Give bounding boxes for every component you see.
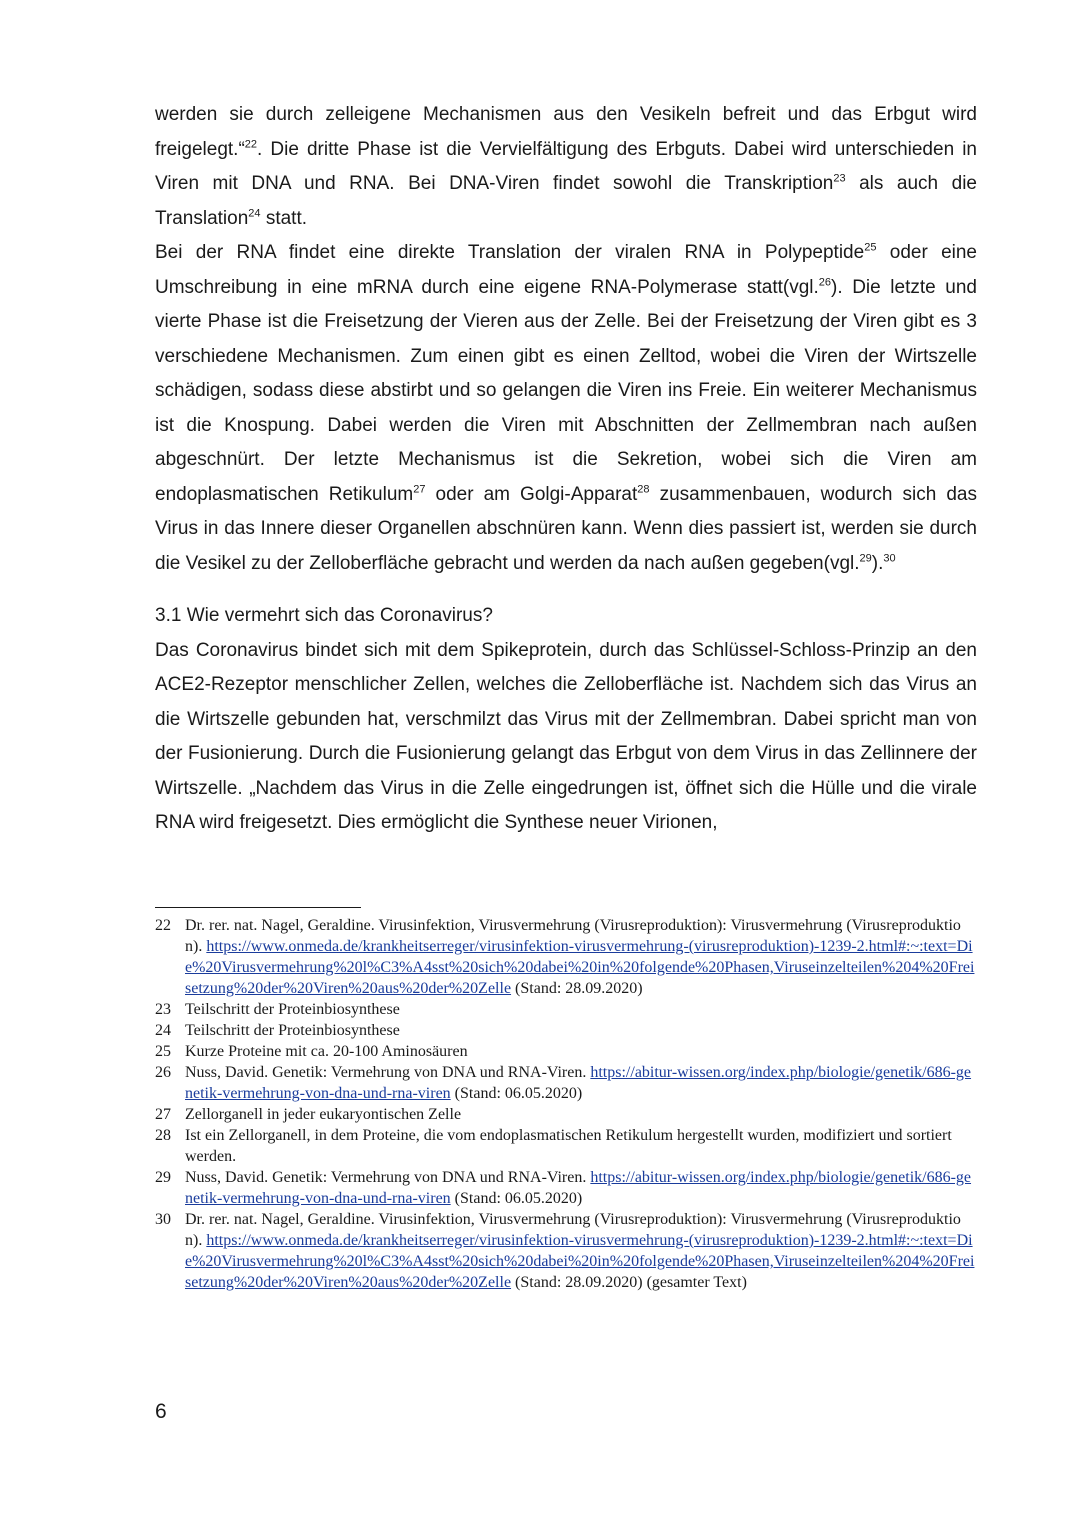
paragraph-coronavirus: Das Coronavirus bindet sich mit dem Spikeprotein, durch das Schlüssel-Schloss-Prinzip an den ACE2-Rezeptor menschlicher Zellen, welches die Zelloberfläche ist. Nachdem sich das Virus an die Wirtszelle gebunden hat, verschmilzt das Virus mit der Zellmembran. Dabei spricht man von der Fusionierung. Durch die Fusionierung gelangt das Erbgut von dem Virus in das Zellinnere der Wirtszelle. „Nachdem das Virus in die Zelle eingedrungen ist, öffnet sich die Hülle und die virale RNA wird freigesetzt. Dies ermöglicht die Synthese neuer Virionen, [155,639,977,833]
footnote-link[interactable]: https://www.onmeda.de/krankheitserreger/virusinfektion-virusvermehrung-(virusreproduktion)-1239-2.html#:~:text=Die%20Virusvermehrung%20l%C3%A4sst%20sich%20dabei%20in%20folgende%20Phasen,Viruseinzelteilen%204%20Freisetzung%20der%20Viren%20aus%20der%20Zelle [185,1232,975,1291]
footnote-number: 28 [155,1127,171,1144]
footnotes [155,915,977,1293]
footnote-ref-24[interactable]: 24 [248,207,261,220]
footnote-link[interactable]: https://www.onmeda.de/krankheitserreger/virusinfektion-virusvermehrung-(virusreproduktion)-1239-2.html#:~:text=Die%20Virusvermehrung%20l%C3%A4sst%20sich%20dabei%20in%20folgende%20Phasen,Viruseinzelteilen%204%20Freisetzung%20der%20Viren%20aus%20der%20Zelle [185,938,975,997]
footnote-number: 24 [155,1022,171,1039]
footnote-26: 26 Nuss, David. Genetik: Vermehrung von DNA und RNA-Viren. https://abitur-wissen.org/index.php/biologie/genetik/686-genetik-vermehrung-von-dna-und-rna-viren (Stand: 06.05.2020) [155,1064,972,1102]
footnote-25: 25 Kurze Proteine mit ca. 20-100 Aminosäuren [155,1043,468,1060]
footnote-ref-29[interactable]: 29 [859,552,872,565]
footnote-24: 24 Teilschritt der Proteinbiosynthese [155,1022,400,1039]
footnote-number: 23 [155,1001,171,1018]
footnote-ref-26[interactable]: 26 [818,276,832,289]
footnote-number: 22 [155,917,171,934]
footnote-number: 30 [155,1211,171,1228]
footnote-ref-23[interactable]: 23 [833,172,846,185]
footnote-27: 27 Zellorganell in jeder eukaryontischen Zelle [155,1106,462,1123]
footnote-ref-25[interactable]: 25 [864,241,877,254]
footnote-number: 25 [155,1043,171,1060]
footnote-29: 29 Nuss, David. Genetik: Vermehrung von DNA und RNA-Viren. https://abitur-wissen.org/index.php/biologie/genetik/686-genetik-vermehrung-von-dna-und-rna-viren (Stand: 06.05.2020) [155,1169,972,1207]
footnote-22: 22 Dr. rer. nat. Nagel, Geraldine. Virusinfektion, Virusvermehrung (Virusreproduktion): Virusvermehrung (Virusreproduktion). https://www.onmeda.de/krankheitserreger/virusinfektion-virusvermehrung-(virusreproduktion)-1239-2.html#:~:text=Die%20Virusvermehrung%20l%C3%A4sst%20sich%20dabei%20in%20folgende%20Phasen,Viruseinzelteilen%204%20Freisetzung%20der%20Viren%20aus%20der%20Zelle (Stand: 28.09.2020) [155,917,975,997]
footnote-23: 23 Teilschritt der Proteinbiosynthese [155,1001,400,1018]
footnote-ref-22[interactable]: 22 [244,138,258,151]
footnote-30: 30 Dr. rer. nat. Nagel, Geraldine. Virusinfektion, Virusvermehrung (Virusreproduktion): Virusvermehrung (Virusreproduktion). https://www.onmeda.de/krankheitserreger/virusinfektion-virusvermehrung-(virusreproduktion)-1239-2.html#:~:text=Die%20Virusvermehrung%20l%C3%A4sst%20sich%20dabei%20in%20folgende%20Phasen,Viruseinzelteilen%204%20Freisetzung%20der%20Viren%20aus%20der%20Zelle (Stand: 28.09.2020) (gesamter Text) [155,1211,975,1291]
document-body [155,98,977,841]
footnote-ref-27[interactable]: 27 [413,483,426,496]
footnote-number: 29 [155,1169,171,1186]
footnote-link[interactable]: https://abitur-wissen.org/index.php/biologie/genetik/686-genetik-vermehrung-von-dna-und-rna-viren [185,1064,972,1102]
footnote-28: 28 Ist ein Zellorganell, in dem Proteine, die vom endoplasmatischen Retikulum hergestellt wurden, modifiziert und sortiert werden. [155,1127,952,1165]
footnote-number: 27 [155,1106,171,1123]
footnote-link[interactable]: https://abitur-wissen.org/index.php/biologie/genetik/686-genetik-vermehrung-von-dna-und-rna-viren [185,1169,972,1207]
footnote-number: 26 [155,1064,171,1081]
footnote-separator [155,907,361,908]
footnote-ref-28[interactable]: 28 [637,483,650,496]
page-number: 6 [155,1400,167,1423]
paragraph-virus-phases: werden sie durch zelleigene Mechanismen aus den Vesikeln befreit und das Erbgut wird freigelegt.“$^{22}$. Die dritte Phase ist die Vervielfältigung des Erbguts. Dabei wird unterschieden in Viren mit DNA und RNA. Bei DNA-Viren findet sowohl die Transkription$^{23}$ als auch die Translation$^{24}$ statt. [155,104,977,229]
section-heading: 3.1 Wie vermehrt sich das Coronavirus? [155,605,493,626]
paragraph-rna-release: Bei der RNA findet eine direkte Translation der viralen RNA in Polypeptide$^{25}$ oder eine Umschreibung in eine mRNA durch eine eigene RNA-Polymerase statt(vgl.$^{26}$). Die letzte und vierte Phase ist die Freisetzung der Vieren aus der Zelle. Bei der Freisetzung der Viren gibt es 3 verschiedene Mechanismen. Zum einen gibt es einen Zelltod, wobei die Viren der Wirtszelle schädigen, sodass diese abstirbt und so gelangen die Viren ins Freie. Ein weiterer Mechanismus ist die Knospung. Dabei werden die Viren mit Abschnitten der Zellmembran nach außen abgeschnürt. Der letzte Mechanismus ist die Sekretion, wobei sich die Viren am endoplasmatischen Retikulum$^{27}$ oder am Golgi-Apparat$^{28}$ zusammenbauen, wodurch sich das Virus in das Innere dieser Organellen abschnüren kann. Wenn dies passiert ist, werden sie durch die Vesikel zu der Zelloberfläche gebracht und werden da nach außen gegeben(vgl.$^{29}$).$^{30}$ [155,241,977,574]
footnote-ref-30[interactable]: 30 [883,552,896,565]
